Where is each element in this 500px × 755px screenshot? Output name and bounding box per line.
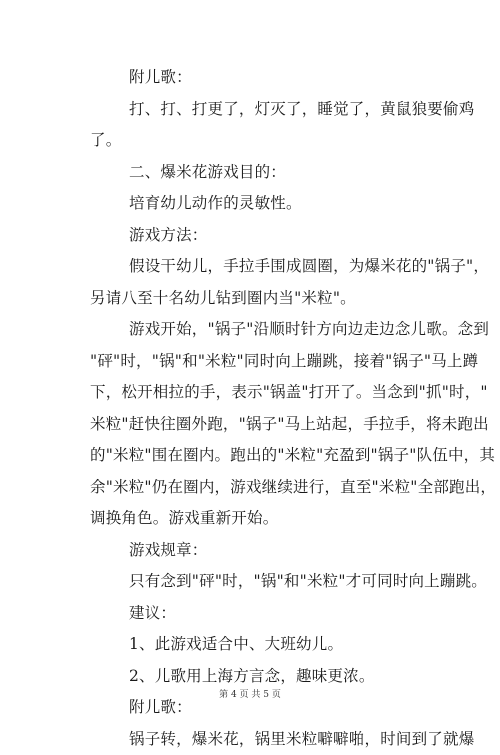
- text-line: 的"米粒"围在圈内。跑出的"米粒"充盈到"锅子"队伍中，其: [90, 440, 445, 472]
- text-line: 下，松开相拉的手，表示"锅盖"打开了。当念到"抓"时，": [90, 377, 445, 409]
- subheading: 游戏规章：: [90, 535, 445, 567]
- text-line: 另请八至十名幼儿钻到圈内当"米粒"。: [90, 283, 445, 315]
- page-footer: 第 4 页 共 5 页: [0, 689, 500, 701]
- subheading: 游戏方法：: [90, 220, 445, 252]
- text-line: 了。: [90, 125, 445, 157]
- subheading: 附儿歌：: [90, 692, 445, 724]
- text-line: 培育幼儿动作的灵敏性。: [90, 188, 445, 220]
- subheading: 建议：: [90, 598, 445, 630]
- section-heading: 二、爆米花游戏目的：: [90, 157, 445, 189]
- text-line: 锅子转，爆米花，锅里米粒噼噼啪，时间到了就爆: [90, 724, 445, 755]
- text-line: 附儿歌：: [90, 62, 445, 94]
- text-line: 调换角色。游戏重新开始。: [90, 503, 445, 535]
- list-item: 1、此游戏适合中、大班幼儿。: [90, 629, 445, 661]
- text-line: 余"米粒"仍在圈内，游戏继续进行，直至"米粒"全部跑出，: [90, 472, 445, 504]
- document-body: [90, 62, 445, 755]
- text-line: "砰"时，"锅"和"米粒"同时向上蹦跳，接着"锅子"马上蹲: [90, 346, 445, 378]
- list-item: 2、儿歌用上海方言念，趣味更浓。: [90, 661, 445, 693]
- text-line: 打、打、打更了，灯灭了，睡觉了，黄鼠狼要偷鸡: [90, 94, 445, 126]
- text-line: 假设干幼儿，手拉手围成圆圈，为爆米花的"锅子"，: [90, 251, 445, 283]
- text-line: 米粒"赶快往圈外跑，"锅子"马上站起，手拉手，将未跑出: [90, 409, 445, 441]
- text-line: 只有念到"砰"时，"锅"和"米粒"才可同时向上蹦跳。: [90, 566, 445, 598]
- text-line: 游戏开始，"锅子"沿顺时针方向边走边念儿歌。念到: [90, 314, 445, 346]
